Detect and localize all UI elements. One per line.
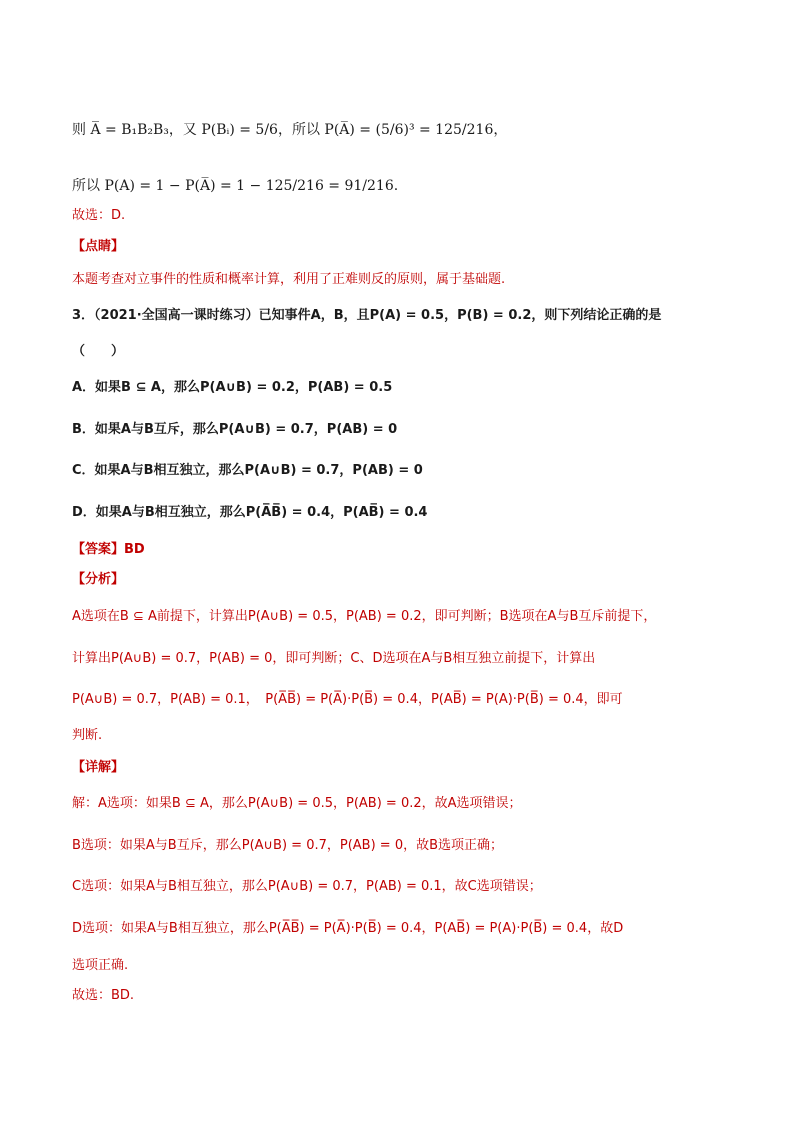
question-stem: 3．（2021·全国高一课时练习）已知事件A，B，且P(A) = 0.5，P(B) = 0.2，则下列结论正确的是 [72, 308, 662, 323]
solution-line-1: 则 A̅ = B₁B₂B₃，又 P(Bᵢ) = 5/6，所以 P(A̅) = (5/6)³ = 125/216， [72, 122, 508, 138]
analysis-line-1: A选项在B ⊆ A前提下，计算出P(A∪B) = 0.5，P(AB) = 0.2，即可判断；B选项在A与B互斥前提下， [72, 609, 657, 624]
solution-line-2: 所以 P(A) = 1 − P(A̅) = 1 − 125/216 = 91/216. [72, 178, 399, 194]
analysis-line-2: 计算出P(A∪B) = 0.7，P(AB) = 0，即可判断；C、D选项在A与B相互独立前提下，计算出 [72, 651, 596, 666]
section-heading-detail: 【详解】 [72, 760, 125, 775]
final-answer: 故选：BD. [72, 988, 135, 1003]
section-heading-dianjing: 【点睛】 [72, 239, 125, 254]
detail-line-a: 解：A选项：如果B ⊆ A，那么P(A∪B) = 0.5，P(AB) = 0.2，故A选项错误； [72, 796, 522, 811]
answer-heading: 【答案】BD [72, 542, 145, 557]
analysis-line-4: 判断. [72, 728, 103, 743]
option-c: C．如果A与B相互独立，那么P(A∪B) = 0.7，P(AB) = 0 [72, 463, 423, 478]
question-bracket: （ ） [72, 344, 125, 359]
detail-line-d-cont: 选项正确. [72, 958, 129, 973]
option-d: D．如果A与B相互独立，那么P(A̅B̅) = 0.4，P(AB̅) = 0.4 [72, 505, 428, 520]
dianjing-text: 本题考查对立事件的性质和概率计算，利用了正难则反的原则，属于基础题. [72, 272, 506, 287]
detail-line-d: D选项：如果A与B相互独立，那么P(A̅B̅) = P(A̅)·P(B̅) = 0.4，P(AB̅) = P(A)·P(B̅) = 0.4，故D [72, 921, 624, 936]
detail-line-c: C选项：如果A与B相互独立，那么P(A∪B) = 0.7，P(AB) = 0.1，故C选项错误； [72, 879, 542, 894]
answer-choice-line: 故选：D. [72, 208, 126, 223]
option-a: A．如果B ⊆ A，那么P(A∪B) = 0.2，P(AB) = 0.5 [72, 380, 393, 395]
section-heading-analysis: 【分析】 [72, 572, 125, 587]
analysis-line-3: P(A∪B) = 0.7，P(AB) = 0.1， P(A̅B̅) = P(A̅)·P(B̅) = 0.4，P(AB̅) = P(A)·P(B̅) = 0.4，即可 [72, 692, 623, 707]
option-b: B．如果A与B互斥，那么P(A∪B) = 0.7，P(AB) = 0 [72, 422, 398, 437]
detail-line-b: B选项：如果A与B互斥，那么P(A∪B) = 0.7，P(AB) = 0，故B选项正确； [72, 838, 504, 853]
